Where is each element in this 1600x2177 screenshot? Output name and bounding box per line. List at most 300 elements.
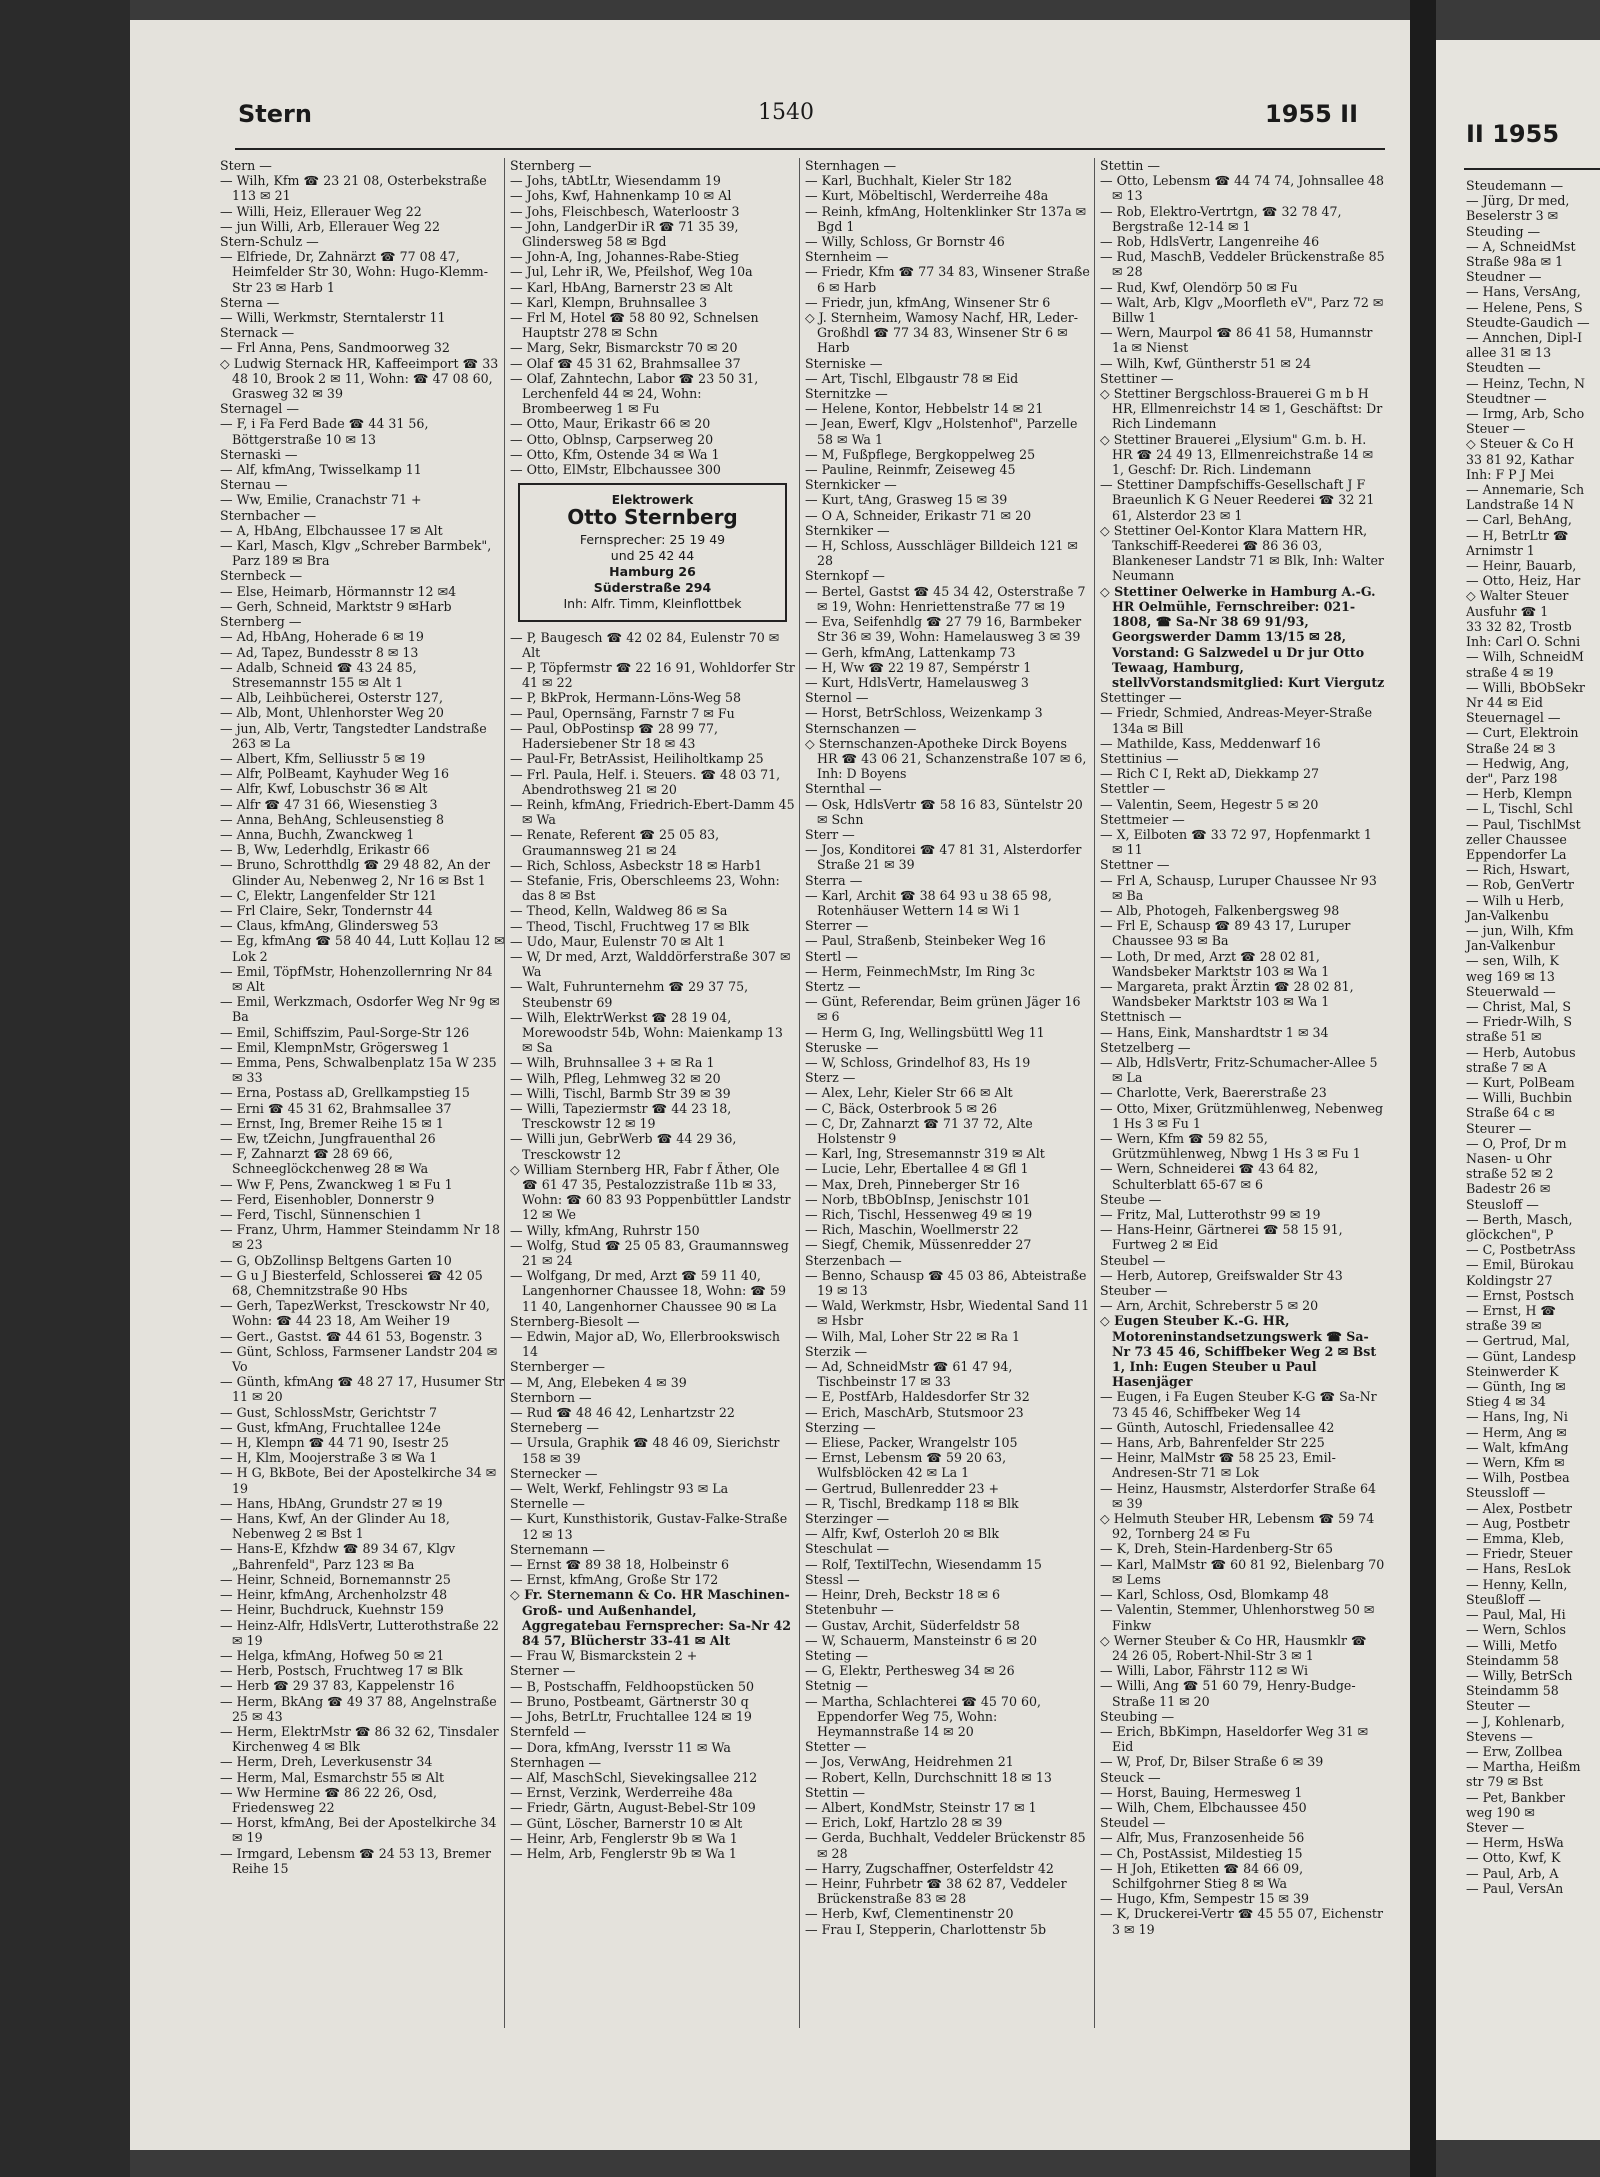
next-page-entry: Stever — bbox=[1466, 1819, 1525, 1835]
surname-heading: Stetenbuhr — bbox=[805, 1602, 894, 1618]
next-page-entry: 33 81 92, Kathar bbox=[1466, 451, 1574, 467]
surname-heading: Steube — bbox=[1100, 1191, 1162, 1207]
next-page-entry: — Martha, Heißm bbox=[1466, 1759, 1581, 1775]
directory-entry: — Dora, kfmAng, Iversstr 11 ✉ Wa bbox=[510, 1739, 731, 1755]
directory-entry: — Otto, Maur, Erikastr 66 ✉ 20 bbox=[510, 416, 711, 432]
directory-entry: — Mathilde, Kass, Meddenwarf 16 bbox=[1100, 735, 1321, 751]
surname-heading: Sternschanzen — bbox=[805, 720, 917, 736]
next-page-entry: — Willi, Buchbin bbox=[1466, 1090, 1573, 1106]
next-page-header: II 1955 bbox=[1466, 120, 1560, 148]
surname-heading: Sternecker — bbox=[510, 1465, 598, 1481]
directory-entry: — Karl, Masch, Klgv „Schreber Barmbek", Parz 189 ✉ Bra bbox=[220, 538, 492, 569]
directory-entry: — Johs, tAbtLtr, Wiesendamm 19 bbox=[510, 173, 721, 189]
next-page-entry: Steuernagel — bbox=[1466, 710, 1561, 726]
directory-entry: — M, Ang, Elebeken 4 ✉ 39 bbox=[510, 1374, 687, 1390]
directory-entry: — Herb ☎ 29 37 83, Kappelenstr 16 bbox=[220, 1678, 455, 1694]
directory-entry: — F, Zahnarzt ☎ 28 69 66, Schneeglöckchenweg 28 ✉ Wa bbox=[220, 1146, 429, 1177]
surname-heading: Steuck — bbox=[1100, 1769, 1161, 1785]
directory-entry: — Edwin, Major aD, Wo, Ellerbrookswisch 14 bbox=[510, 1329, 781, 1360]
next-page-entry: 33 32 82, Trostb bbox=[1466, 618, 1572, 634]
directory-entry: — Ad, SchneidMstr ☎ 61 47 94, Tischbeinstr 17 ✉ 33 bbox=[805, 1359, 1013, 1390]
next-page-entry: — Otto, Heiz, Har bbox=[1466, 573, 1581, 589]
directory-entry: — Olaf, Zahntechn, Labor ☎ 23 50 31, Lerchenfeld 44 ✉ 24, Wohn: Brombeerweg 1 ✉ Fu bbox=[510, 370, 759, 417]
directory-entry: — jun Willi, Arb, Ellerauer Weg 22 bbox=[220, 218, 441, 234]
directory-entry: — Rich, Maschin, Woellmerstr 22 bbox=[805, 1222, 1019, 1238]
surname-heading: Stettnisch — bbox=[1100, 1009, 1182, 1025]
surname-heading: Stessl — bbox=[805, 1571, 860, 1587]
directory-entry: — Karl, Klempn, Bruhnsallee 3 bbox=[510, 294, 708, 310]
surname-heading: Stettler — bbox=[1100, 781, 1166, 797]
ad-street: Süderstraße 294 bbox=[593, 579, 712, 595]
next-page-entry: straße 39 ✉ bbox=[1466, 1318, 1542, 1334]
directory-entry: — Otto, Kfm, Ostende 34 ✉ Wa 1 bbox=[510, 446, 720, 462]
surname-heading: Sternitzke — bbox=[805, 386, 888, 402]
next-page-entry: Arnimstr 1 bbox=[1466, 542, 1535, 558]
directory-entry: — Benno, Schausp ☎ 45 03 86, Abteistraße 19 ✉ 13 bbox=[805, 1267, 1087, 1299]
directory-entry: — Ferd, Tischl, Sünnenschien 1 bbox=[220, 1207, 423, 1223]
next-page-entry: — Herm, Ang ✉ bbox=[1466, 1424, 1567, 1440]
next-page-entry: — Paul, TischlMst bbox=[1466, 816, 1581, 832]
directory-column-4 bbox=[1100, 158, 1385, 1937]
next-page-entry: — Heinz, Techn, N bbox=[1466, 375, 1585, 391]
directory-entry: — Karl, Archit ☎ 38 64 93 u 38 65 98, Rotenhäuser Wettern 14 ✉ Wi 1 bbox=[805, 887, 1052, 918]
directory-entry: — Kurt, HdlsVertr, Hamelausweg 3 bbox=[805, 674, 1029, 690]
directory-entry: — Willi jun, GebrWerb ☎ 44 29 36, Tresckowstr 12 bbox=[510, 1131, 737, 1162]
directory-entry: — Margareta, prakt Ärztin ☎ 28 02 81, Wandsbeker Marktstr 103 ✉ Wa 1 bbox=[1100, 978, 1354, 1010]
directory-entry: — Willi, Werkmstr, Sterntalerstr 11 bbox=[220, 310, 446, 326]
next-page-entry: Ausfuhr ☎ 1 bbox=[1466, 603, 1549, 619]
directory-entry: — Claus, kfmAng, Glindersweg 53 bbox=[220, 918, 439, 934]
directory-entry: — Heinr, Buchdruck, Kuehnstr 159 bbox=[220, 1602, 444, 1618]
directory-entry: — Horst, kfmAng, Bei der Apostelkirche 34 ✉ 19 bbox=[220, 1815, 497, 1846]
directory-entry: — H, Ww ☎ 22 19 87, Sempérstr 1 bbox=[805, 659, 1032, 675]
next-page-entry: — Carl, BehAng, bbox=[1466, 512, 1572, 528]
directory-entry: — Heinr, Dreh, Beckstr 18 ✉ 6 bbox=[805, 1587, 1001, 1603]
directory-entry: — Gust, kfmAng, Fruchtallee 124e bbox=[220, 1419, 441, 1435]
next-page-entry: — Christ, Mal, S bbox=[1466, 998, 1571, 1014]
next-page-entry: — H, BetrLtr ☎ bbox=[1466, 527, 1569, 543]
directory-entry: — Alfr, Mus, Franzosenheide 56 bbox=[1100, 1830, 1305, 1846]
directory-entry: — Günt, Referendar, Beim grünen Jäger 16 ✉ 6 bbox=[805, 994, 1081, 1025]
directory-entry: — Rud, Kwf, Olendörp 50 ✉ Fu bbox=[1100, 279, 1298, 295]
year-volume: 1955 II bbox=[1265, 100, 1359, 128]
directory-entry: — Heinz, Hausmstr, Alsterdorfer Straße 64 ✉ 39 bbox=[1100, 1480, 1377, 1511]
next-page-entry: — Willi, BbObSekr bbox=[1466, 679, 1585, 695]
next-page-entry: — Wilh u Herb, bbox=[1466, 892, 1565, 908]
surname-heading: Steudel — bbox=[1100, 1815, 1166, 1831]
next-page-fragment bbox=[1436, 40, 1600, 2140]
next-page-entry: — Annchen, Dipl-I bbox=[1466, 330, 1583, 346]
surname-heading: Steuber — bbox=[1100, 1283, 1168, 1299]
directory-entry: — Frl Anna, Pens, Sandmoorweg 32 bbox=[220, 340, 450, 356]
directory-entry: — Reinh, kfmAng, Friedrich-Ebert-Damm 45 ✉ Wa bbox=[510, 796, 795, 828]
surname-heading: Sternbacher — bbox=[220, 507, 317, 523]
directory-entry: — Theod, Kelln, Waldweg 86 ✉ Sa bbox=[510, 903, 728, 919]
directory-entry: — Erich, BbKimpn, Haseldorfer Weg 31 ✉ Eid bbox=[1100, 1723, 1369, 1755]
surname-heading: Sternberg-Biesolt — bbox=[510, 1313, 640, 1329]
directory-entry: — Emil, KlempnMstr, Grögersweg 1 bbox=[220, 1039, 450, 1055]
directory-entry: — Alb, Mont, Uhlenhorster Weg 20 bbox=[220, 705, 444, 721]
surname-heading: Stertz — bbox=[805, 978, 861, 994]
next-page-entry: — Rich, Hswart, bbox=[1466, 862, 1571, 878]
column-divider bbox=[799, 158, 800, 2028]
directory-entry: — Willi, Tapeziermstr ☎ 44 23 18, Tresckowstr 12 ✉ 19 bbox=[510, 1100, 732, 1132]
surname-heading: Sterrer — bbox=[805, 918, 869, 934]
directory-entry: — Herm, ElektrMstr ☎ 86 32 62, Tinsdaler Kirchenweg 4 ✉ Blk bbox=[220, 1723, 499, 1755]
directory-entry: — Wern, Schneiderei ☎ 43 64 82, Schulterblatt 65-67 ✉ 6 bbox=[1100, 1161, 1319, 1192]
directory-entry: — Arn, Archit, Schreberstr 5 ✉ 20 bbox=[1100, 1298, 1319, 1314]
directory-entry: — Renate, Referent ☎ 25 05 83, Graumannsweg 21 ✉ 24 bbox=[510, 827, 720, 858]
next-page-entry: Steudtner — bbox=[1466, 390, 1547, 406]
next-page-entry: Steußloff — bbox=[1466, 1591, 1541, 1607]
next-page-entry: — Walt, kfmAng bbox=[1466, 1439, 1569, 1455]
next-page-entry: Inh: F P J Mei bbox=[1466, 466, 1555, 482]
directory-entry: — Hans, Arb, Bahrenfelder Str 225 bbox=[1100, 1435, 1325, 1451]
surname-heading: Sterr — bbox=[805, 826, 855, 842]
next-page-entry: — Jürg, Dr med, bbox=[1466, 193, 1570, 209]
directory-entry: — H, Schloss, Ausschläger Billdeich 121 ✉ 28 bbox=[805, 538, 1078, 569]
directory-entry: — Heinr, Arb, Fenglerstr 9b ✉ Wa 1 bbox=[510, 1830, 738, 1846]
directory-entry: — B, Ww, Lederhdlg, Erikastr 66 bbox=[220, 842, 430, 858]
next-page-entry: — Herm, HsWa bbox=[1466, 1835, 1564, 1851]
directory-entry: — Albert, Kfm, Selliusstr 5 ✉ 19 bbox=[220, 750, 426, 766]
next-page-entry: Steindamm 58 bbox=[1466, 1652, 1559, 1668]
directory-entry: — Ww F, Pens, Zwanckweg 1 ✉ Fu 1 bbox=[220, 1176, 453, 1192]
directory-entry: — Heinr, kfmAng, Archenholzstr 48 bbox=[220, 1587, 448, 1603]
directory-entry: — Heinr, MalMstr ☎ 58 25 23, Emil-Andresen-Str 71 ✉ Lok bbox=[1100, 1450, 1336, 1481]
next-page-entry: — Paul, Mal, Hi bbox=[1466, 1607, 1566, 1623]
directory-entry: — Elfriede, Dr, Zahnärzt ☎ 77 08 47, Heimfelder Str 30, Wohn: Hugo-Klemm-Str 23 ✉ Harb 1 bbox=[220, 249, 488, 295]
directory-entry: — Anna, BehAng, Schleusenstieg 8 bbox=[220, 811, 445, 827]
directory-entry: — H, Klempn ☎ 44 71 90, Isestr 25 bbox=[220, 1435, 449, 1451]
directory-entry: — G, ObZollinsp Beltgens Garten 10 bbox=[220, 1252, 452, 1268]
next-page-entry: — Wilh, Postbea bbox=[1466, 1470, 1570, 1486]
next-page-entry: Badestr 26 ✉ bbox=[1466, 1181, 1551, 1197]
directory-entry: — Wolfg, Stud ☎ 25 05 83, Graumannsweg 21 ✉ 24 bbox=[510, 1237, 789, 1268]
directory-entry: — John, LandgerDir iR ☎ 71 35 39, Glindersweg 58 ✉ Bgd bbox=[510, 218, 739, 250]
next-page-entry: Steudte-Gaudich — bbox=[1466, 314, 1590, 330]
surname-heading: Sternborn — bbox=[510, 1389, 592, 1405]
directory-entry: — P, BkProk, Hermann-Löns-Weg 58 bbox=[510, 690, 742, 706]
ad-owner: Inh: Alfr. Timm, Kleinflottbek bbox=[563, 595, 742, 611]
next-page-entry: — Ernst, Postsch bbox=[1466, 1287, 1575, 1303]
directory-entry: — Albert, KondMstr, Steinstr 17 ✉ 1 bbox=[805, 1799, 1037, 1815]
directory-entry: ◇ Stettiner Oel-Kontor Klara Mattern HR, Tankschiff-Reederei ☎ 86 36 03, Blankeneser Landstr 71 ✉ Blk, Inh: Walter Neumann bbox=[1100, 522, 1384, 584]
directory-entry: — Willy, kfmAng, Ruhrstr 150 bbox=[510, 1222, 700, 1238]
directory-entry: — W, Prof, Dr, Bilser Straße 6 ✉ 39 bbox=[1100, 1754, 1324, 1770]
directory-entry: — Robert, Kelln, Durchschnitt 18 ✉ 13 bbox=[805, 1769, 1052, 1785]
directory-entry: — Ew, tZeichn, Jungfrauenthal 26 bbox=[220, 1131, 436, 1146]
directory-entry: — jun, Alb, Vertr, Tangstedter Landstraße 263 ✉ La bbox=[220, 720, 487, 751]
surname-heading: Sterzing — bbox=[805, 1419, 876, 1435]
surname-heading: Sternack — bbox=[220, 325, 295, 341]
next-page-entry: Koldingstr 27 bbox=[1466, 1272, 1553, 1288]
directory-entry: — Erich, Lokf, Hartzlo 28 ✉ 39 bbox=[805, 1815, 1003, 1831]
directory-entry: — Herm, BkAng ☎ 49 37 88, Angelnstraße 25 ✉ 43 bbox=[220, 1693, 497, 1724]
directory-entry: — Johs, Fleischbesch, Waterloostr 3 bbox=[510, 203, 740, 219]
directory-entry: — Udo, Maur, Eulenstr 70 ✉ Alt 1 bbox=[510, 933, 726, 949]
next-page-entry: — Aug, Postbetr bbox=[1466, 1515, 1570, 1531]
next-page-entry: Steuer — bbox=[1466, 421, 1526, 437]
directory-entry: — Frau W, Bismarckstein 2 + bbox=[510, 1648, 698, 1664]
directory-entry: — Ferd, Eisenhobler, Donnerstr 9 bbox=[220, 1191, 435, 1207]
directory-entry: — Gert., Gastst. ☎ 44 61 53, Bogenstr. 3 bbox=[220, 1328, 483, 1344]
directory-entry: ◇ Stettiner Bergschloss-Brauerei G m b H HR, Ellmenreichstr 14 ✉ 1, Geschäftst: Dr Rich Lindemann bbox=[1100, 386, 1383, 432]
directory-entry: — Frl M, Hotel ☎ 58 80 92, Schnelsen Hauptstr 278 ✉ Schn bbox=[510, 310, 759, 341]
ad-company-name: Otto Sternberg bbox=[567, 505, 738, 530]
directory-entry: — Ursula, Graphik ☎ 48 46 09, Sierichstr 158 ✉ 39 bbox=[510, 1435, 780, 1466]
directory-entry: — Ernst, Lebensm ☎ 59 20 63, Wulfsblöcken 42 ✉ La 1 bbox=[805, 1450, 1007, 1481]
ad-city: Hamburg 26 bbox=[609, 563, 696, 579]
directory-entry: — Anna, Buchh, Zwanckweg 1 bbox=[220, 826, 415, 842]
directory-entry: — Wilh, Kfm ☎ 23 21 08, Osterbekstraße 113 ✉ 21 bbox=[220, 173, 487, 204]
surname-heading: Stettner — bbox=[1100, 857, 1170, 873]
directory-entry: — K, Druckerei-Vertr ☎ 45 55 07, Eichenstr 3 ✉ 19 bbox=[1100, 1906, 1383, 1937]
directory-entry: — Herm, Mal, Esmarchstr 55 ✉ Alt bbox=[220, 1769, 445, 1785]
directory-entry: — Emil, Werkzmach, Osdorfer Weg Nr 9g ✉ Ba bbox=[220, 994, 500, 1025]
directory-entry: — Wilh, Bruhnsallee 3 + ✉ Ra 1 bbox=[510, 1055, 715, 1071]
column-divider bbox=[1094, 158, 1095, 2028]
directory-entry: ◇ Sternschanzen-Apotheke Dirck Boyens HR ☎ 43 06 21, Schanzenstraße 107 ✉ 6, Inh: D Boyens bbox=[805, 735, 1087, 782]
directory-entry: — Hans, HbAng, Grundstr 27 ✉ 19 bbox=[220, 1495, 443, 1511]
surname-heading: Stetnig — bbox=[805, 1678, 868, 1694]
directory-entry: — Horst, BetrSchloss, Weizenkamp 3 bbox=[805, 705, 1043, 721]
directory-entry: — Pauline, Reinmfr, Zeiseweg 45 bbox=[805, 462, 1016, 478]
next-page-entry: allee 31 ✉ 13 bbox=[1466, 345, 1552, 361]
next-page-entry: der", Parz 198 bbox=[1466, 770, 1558, 786]
directory-entry: — Karl, Schloss, Osd, Blomkamp 48 bbox=[1100, 1587, 1329, 1603]
next-page-entry: — Hans, Ing, Ni bbox=[1466, 1409, 1568, 1425]
surname-heading: Sterner — bbox=[510, 1663, 576, 1679]
directory-entry: — Erna, Postass aD, Grellkampstieg 15 bbox=[220, 1085, 470, 1101]
next-page-entry: — Emil, Bürokau bbox=[1466, 1257, 1575, 1273]
directory-entry: — Herb, Postsch, Fruchtweg 17 ✉ Blk bbox=[220, 1663, 463, 1679]
directory-entry: — Karl, Buchhalt, Kieler Str 182 bbox=[805, 173, 1012, 189]
directory-entry: — Herb, Kwf, Clementinenstr 20 bbox=[805, 1906, 1014, 1922]
scan-dark-margin bbox=[0, 0, 130, 2177]
directory-entry: — Willi, Heiz, Ellerauer Weg 22 bbox=[220, 203, 422, 219]
next-page-entry: — Emma, Kleb, bbox=[1466, 1531, 1565, 1547]
next-header-rule bbox=[1464, 168, 1600, 170]
directory-entry: — Siegf, Chemik, Müssenredder 27 bbox=[805, 1237, 1032, 1253]
directory-entry: — Ch, PostAssist, Mildestieg 15 bbox=[1100, 1845, 1303, 1861]
running-head: Stern bbox=[238, 100, 312, 128]
directory-entry: — Fritz, Mal, Lutterothstr 99 ✉ 19 bbox=[1100, 1207, 1321, 1223]
directory-entry: — Eva, Seifenhdlg ☎ 27 79 16, Barmbeker Str 36 ✉ 39, Wohn: Hamelausweg 3 ✉ 39 bbox=[805, 614, 1082, 645]
directory-entry: — Rich, Tischl, Hessenweg 49 ✉ 19 bbox=[805, 1207, 1033, 1223]
next-page-entry: Steinwerder K bbox=[1466, 1363, 1559, 1379]
directory-entry: — Horst, Bauing, Hermesweg 1 bbox=[1100, 1784, 1303, 1800]
directory-entry: — Ad, HbAng, Hoherade 6 ✉ 19 bbox=[220, 629, 424, 645]
next-page-entry: weg 190 ✉ bbox=[1466, 1804, 1535, 1820]
directory-entry: — Charlotte, Verk, Baererstraße 23 bbox=[1100, 1085, 1327, 1101]
directory-entry: — Stettiner Dampfschiffs-Gesellschaft J F Braeunlich K G Neuer Reederei ☎ 32 21 61, Alsterdor 23 ✉ 1 bbox=[1100, 477, 1375, 523]
directory-entry: — Heinz-Alfr, HdlsVertr, Lutterothstraße 22 ✉ 19 bbox=[220, 1617, 499, 1648]
surname-heading: Sternhagen — bbox=[805, 158, 897, 173]
surname-heading: Sternagel — bbox=[220, 401, 299, 417]
surname-heading: Sternkopf — bbox=[805, 568, 885, 584]
directory-entry: — H, Klm, Moojerstraße 3 ✉ Wa 1 bbox=[220, 1450, 438, 1466]
next-page-entry: Nasen- u Ohr bbox=[1466, 1151, 1552, 1166]
directory-entry: — Erni ☎ 45 31 62, Brahmsallee 37 bbox=[220, 1100, 452, 1116]
directory-entry: — Eg, kfmAng ☎ 58 40 44, Lutt Koļlau 12 ✉ Lok 2 bbox=[220, 933, 505, 964]
surname-heading: Sternberg — bbox=[510, 158, 592, 173]
directory-entry: — Loth, Dr med, Arzt ☎ 28 02 81, Wandsbeker Marktstr 103 ✉ Wa 1 bbox=[1100, 948, 1330, 979]
next-page-entry: Steuerwald — bbox=[1466, 983, 1556, 999]
next-page-entry: — Paul, VersAn bbox=[1466, 1880, 1564, 1896]
directory-entry: — Gustav, Archit, Süderfeldstr 58 bbox=[805, 1617, 1020, 1633]
directory-entry: — Wern, Kfm ☎ 59 82 55, Grützmühlenweg, Nbwg 1 Hs 3 ✉ Fu 1 bbox=[1100, 1131, 1361, 1162]
next-page-entry: — O, Prof, Dr m bbox=[1466, 1135, 1567, 1151]
next-page-entry: — Günth, Ing ✉ bbox=[1466, 1379, 1566, 1395]
next-page-entry: — Herb, Autobus bbox=[1466, 1044, 1576, 1060]
directory-entry: — Paul, ObPostinsp ☎ 28 99 77, Hadersiebener Str 18 ✉ 43 bbox=[510, 720, 719, 752]
next-page-entry: Straße 98a ✉ 1 bbox=[1466, 254, 1564, 270]
next-page-entry: straße 7 ✉ A bbox=[1466, 1059, 1547, 1075]
directory-entry: — Karl, Ing, Stresemannstr 319 ✉ Alt bbox=[805, 1146, 1045, 1162]
directory-entry: — Franz, Uhrm, Hammer Steindamm Nr 18 ✉ 23 bbox=[220, 1222, 500, 1253]
directory-entry: — Jean, Ewerf, Klgv „Holstenhof", Parzelle 58 ✉ Wa 1 bbox=[805, 416, 1078, 447]
next-page-entry: Steudemann — bbox=[1466, 178, 1564, 193]
next-page-entry: — Rob, GenVertr bbox=[1466, 877, 1574, 893]
directory-entry: — Valentin, Stemmer, Uhlenhorstweg 50 ✉ Finkw bbox=[1100, 1602, 1375, 1633]
directory-entry: — Karl, MalMstr ☎ 60 81 92, Bielenbarg 70 ✉ Lems bbox=[1100, 1556, 1385, 1587]
directory-entry: — Ernst ☎ 89 38 18, Holbeinstr 6 bbox=[510, 1557, 730, 1573]
next-page-entry: — Hans, VersAng, bbox=[1466, 284, 1581, 300]
directory-entry: — Otto, Lebensm ☎ 44 74 74, Johnsallee 48 ✉ 13 bbox=[1100, 173, 1385, 204]
directory-entry: — Ww Hermine ☎ 86 22 26, Osd, Friedensweg 22 bbox=[220, 1784, 437, 1815]
directory-entry: — Heinr, Schneid, Bornemannstr 25 bbox=[220, 1571, 451, 1587]
directory-entry: — W, Schauerm, Mansteinstr 6 ✉ 20 bbox=[805, 1632, 1037, 1648]
directory-entry: — Otto, Mixer, Grützmühlenweg, Nebenweg 1 Hs 3 ✉ Fu 1 bbox=[1100, 1100, 1384, 1131]
directory-entry: — Paul, Straßenb, Steinbeker Weg 16 bbox=[805, 933, 1046, 949]
directory-entry: — Wilh, Mal, Loher Str 22 ✉ Ra 1 bbox=[805, 1328, 1021, 1344]
directory-entry: — Kurt, Möbeltischl, Werderreihe 48a bbox=[805, 188, 1049, 204]
directory-entry: — Osk, HdlsVertr ☎ 58 16 83, Süntelstr 20 ✉ Schn bbox=[805, 796, 1083, 827]
directory-entry: — F, i Fa Ferd Bade ☎ 44 31 56, Böttgerstraße 10 ✉ 13 bbox=[220, 416, 429, 447]
next-page-entry: ◇ Steuer & Co H bbox=[1466, 436, 1574, 452]
directory-entry: — Stefanie, Fris, Oberschleems 23, Wohn: das 8 ✉ Bst bbox=[510, 872, 780, 904]
next-page-entry: — Curt, Elektroin bbox=[1466, 725, 1579, 741]
surname-heading: Sternberger — bbox=[510, 1359, 605, 1375]
page-number: 1540 bbox=[758, 100, 814, 125]
next-page-entry: — Günt, Landesp bbox=[1466, 1348, 1576, 1364]
next-page-entry: Steurer — bbox=[1466, 1120, 1532, 1136]
directory-entry: — Wilh, ElektrWerkst ☎ 28 19 04, Morewoodstr 54b, Wohn: Maienkamp 13 ✉ Sa bbox=[510, 1009, 783, 1056]
directory-entry: — Marg, Sekr, Bismarckstr 70 ✉ 20 bbox=[510, 340, 738, 356]
directory-entry: — Hans, Kwf, An der Glinder Au 18, Nebenweg 2 ✉ Bst 1 bbox=[220, 1511, 450, 1542]
directory-entry: — Ww, Emilie, Cranachstr 71 + bbox=[220, 492, 422, 508]
next-page-entry: — Gertrud, Mal, bbox=[1466, 1333, 1570, 1349]
directory-entry: — X, Eilboten ☎ 33 72 97, Hopfenmarkt 1 ✉ 11 bbox=[1100, 826, 1372, 858]
directory-entry: — Helga, kfmAng, Hofweg 50 ✉ 21 bbox=[220, 1647, 445, 1663]
next-page-entry: — Berth, Masch, bbox=[1466, 1211, 1573, 1227]
ad-phone: Fernsprecher: 25 19 49 bbox=[579, 531, 726, 547]
directory-entry: — Otto, Oblnsp, Carpserweg 20 bbox=[510, 431, 714, 447]
directory-entry: — Frl E, Schausp ☎ 89 43 17, Luruper Chaussee 93 ✉ Ba bbox=[1100, 918, 1351, 949]
next-page-entry: zeller Chaussee bbox=[1466, 831, 1567, 847]
directory-entry: — H G, BkBote, Bei der Apostelkirche 34 ✉ 19 bbox=[220, 1465, 497, 1496]
directory-entry: — Helene, Kontor, Hebbelstr 14 ✉ 21 bbox=[805, 401, 1044, 417]
next-page-entry: straße 4 ✉ 19 bbox=[1466, 664, 1554, 680]
directory-entry: — Gerh, TapezWerkst, Tresckowstr Nr 40, Wohn: ☎ 44 23 18, Am Weiher 19 bbox=[220, 1298, 490, 1329]
ad-phone-2: und 25 42 44 bbox=[610, 547, 695, 563]
next-page-entry: — Friedr, Steuer bbox=[1466, 1546, 1573, 1562]
directory-entry: — Martha, Schlachterei ☎ 45 70 60, Eppendorfer Weg 75, Wohn: Heymannstraße 14 ✉ 20 bbox=[805, 1693, 1041, 1739]
next-page-entry: — sen, Wilh, K bbox=[1466, 953, 1559, 969]
next-page-entry: — Willi, Metfo bbox=[1466, 1637, 1558, 1653]
directory-column-2 bbox=[510, 158, 795, 1861]
surname-heading: Sternelle — bbox=[510, 1496, 585, 1512]
directory-entry: — Herm G, Ing, Wellingsbüttl Weg 11 bbox=[805, 1024, 1045, 1040]
directory-entry: — Jos, Konditorei ☎ 47 81 31, Alsterdorfer Straße 21 ✉ 39 bbox=[805, 842, 1082, 873]
directory-entry: — Gerh, Schneid, Marktstr 9 ✉Harb bbox=[220, 598, 452, 614]
directory-entry: ◇ Stettiner Brauerei „Elysium" G.m. b. H. HR ☎ 24 49 13, Ellmenreichstraße 14 ✉ 1, Geschf: Dr. Rich. Lindemann bbox=[1100, 431, 1374, 478]
directory-entry: — Eugen, i Fa Eugen Steuber K-G ☎ Sa-Nr 73 45 46, Schiffbeker Weg 14 bbox=[1100, 1389, 1377, 1420]
directory-entry: — W, Schloss, Grindelhof 83, Hs 19 bbox=[805, 1054, 1031, 1070]
next-page-entry: — Heinr, Bauarb, bbox=[1466, 558, 1577, 574]
surname-heading: Steruske — bbox=[805, 1039, 879, 1055]
next-page-entry: Steuter — bbox=[1466, 1698, 1531, 1714]
next-page-entry: — Wern, Kfm ✉ bbox=[1466, 1455, 1565, 1471]
surname-heading: Sternberg — bbox=[220, 614, 302, 630]
directory-entry: — Emil, Schiffszim, Paul-Sorge-Str 126 bbox=[220, 1024, 470, 1040]
surname-heading: Sternaski — bbox=[220, 446, 298, 462]
directory-entry: — G u J Biesterfeld, Schlosserei ☎ 42 05 68, Chemnitzstraße 90 Hbs bbox=[220, 1267, 483, 1299]
directory-entry: ◇ J. Sternheim, Wamosy Nachf, HR, Leder-Großhdl ☎ 77 34 83, Winsener Str 6 ✉ Harb bbox=[805, 310, 1079, 356]
directory-entry: — Karl, HbAng, Barnerstr 23 ✉ Alt bbox=[510, 279, 733, 295]
directory-entry: — Herb, Autorep, Greifswalder Str 43 bbox=[1100, 1267, 1343, 1283]
next-page-entry: Stevens — bbox=[1466, 1728, 1533, 1744]
surname-heading: Sternheim — bbox=[805, 249, 889, 265]
directory-entry: ◇ Stettiner Oelwerke in Hamburg A.-G. HR Oelmühle, Fernschreiber: 021-1808, ☎ Sa-Nr 38 69 91/93, Georgswerder Damm 13/15 ✉ 28, Vorstand: G Salzwedel u Dr jur Otto Tewaag, Hamburg, stellvVorstandsmitglied: Kurt Viergutz bbox=[1100, 583, 1385, 690]
directory-entry: — Paul-Fr, BetrAssist, Heiliholtkamp 25 bbox=[510, 751, 764, 767]
directory-entry: — Jul, Lehr iR, We, Pfeilshof, Weg 10a bbox=[510, 264, 753, 280]
directory-entry: — Art, Tischl, Elbgaustr 78 ✉ Eid bbox=[805, 370, 1019, 386]
surname-heading: Stettin — bbox=[805, 1784, 865, 1800]
directory-entry: — Frau I, Stepperin, Charlottenstr 5b bbox=[805, 1921, 1047, 1937]
surname-heading: Sterzik — bbox=[805, 1343, 868, 1359]
next-page-entry: Beselerstr 3 ✉ bbox=[1466, 208, 1559, 224]
directory-entry: — Ad, Tapez, Bundesstr 8 ✉ 13 bbox=[220, 644, 419, 660]
next-page-entry: — Henny, Kelln, bbox=[1466, 1576, 1568, 1592]
advertisement-box bbox=[518, 483, 787, 621]
directory-entry: — Frl. Paula, Helf. i. Steuers. ☎ 48 03 71, Abendrothsweg 21 ✉ 20 bbox=[510, 766, 781, 797]
directory-entry: — G, Elektr, Perthesweg 34 ✉ 26 bbox=[805, 1663, 1015, 1679]
directory-entry: — Gertrud, Bullenredder 23 + bbox=[805, 1480, 1000, 1496]
directory-entry: ◇ Helmuth Steuber HR, Lebensm ☎ 59 74 92, Tornberg 24 ✉ Fu bbox=[1100, 1511, 1375, 1542]
directory-entry: — M, Fußpflege, Bergkoppelweg 25 bbox=[805, 446, 1036, 462]
directory-entry: ◇ Ludwig Sternack HR, Kaffeeimport ☎ 33 48 10, Brook 2 ✉ 11, Wohn: ☎ 47 08 60, Grasweg 32 ✉ 39 bbox=[220, 355, 499, 402]
surname-heading: Sternol — bbox=[805, 690, 869, 706]
directory-entry: ◇ William Sternberg HR, Fabr f Äther, Ole ☎ 61 47 35, Pestalozzistraße 11b ✉ 33, Wohn: ☎ 60 83 93 Poppenbüttler Landstr 12 ✉ We bbox=[510, 1161, 791, 1223]
directory-entry: — Erich, MaschArb, Stutsmoor 23 bbox=[805, 1404, 1024, 1420]
directory-entry: — Rud, MaschB, Veddeler Brückenstraße 85 ✉ 28 bbox=[1100, 249, 1385, 280]
directory-entry: — Willi, Ang ☎ 51 60 79, Henry-Budge-Straße 11 ✉ 20 bbox=[1100, 1678, 1356, 1709]
surname-heading: Sternkicker — bbox=[805, 477, 897, 493]
directory-entry: — H Joh, Etiketten ☎ 84 66 09, Schilfgohrner Stieg 8 ✉ Wa bbox=[1100, 1860, 1304, 1891]
surname-heading: Sterzinger — bbox=[805, 1511, 890, 1527]
surname-heading: Sterneberg — bbox=[510, 1420, 599, 1436]
directory-entry: — Walt, Fuhrunternehm ☎ 29 37 75, Steubenstr 69 bbox=[510, 979, 749, 1010]
surname-heading: Stern-Schulz — bbox=[220, 234, 319, 250]
next-page-entry: Steindamm 58 bbox=[1466, 1683, 1559, 1699]
next-page-entry: — Herb, Klempn bbox=[1466, 786, 1573, 802]
directory-entry: — Rich, Schloss, Asbeckstr 18 ✉ Harb1 bbox=[510, 857, 763, 873]
directory-entry: — Reinh, kfmAng, Holtenklinker Str 137a ✉ Bgd 1 bbox=[805, 203, 1087, 234]
directory-entry: — C, Elektr, Langenfelder Str 121 bbox=[220, 887, 437, 903]
directory-entry: — Else, Heimarb, Hörmannstr 12 ✉4 bbox=[220, 583, 457, 599]
